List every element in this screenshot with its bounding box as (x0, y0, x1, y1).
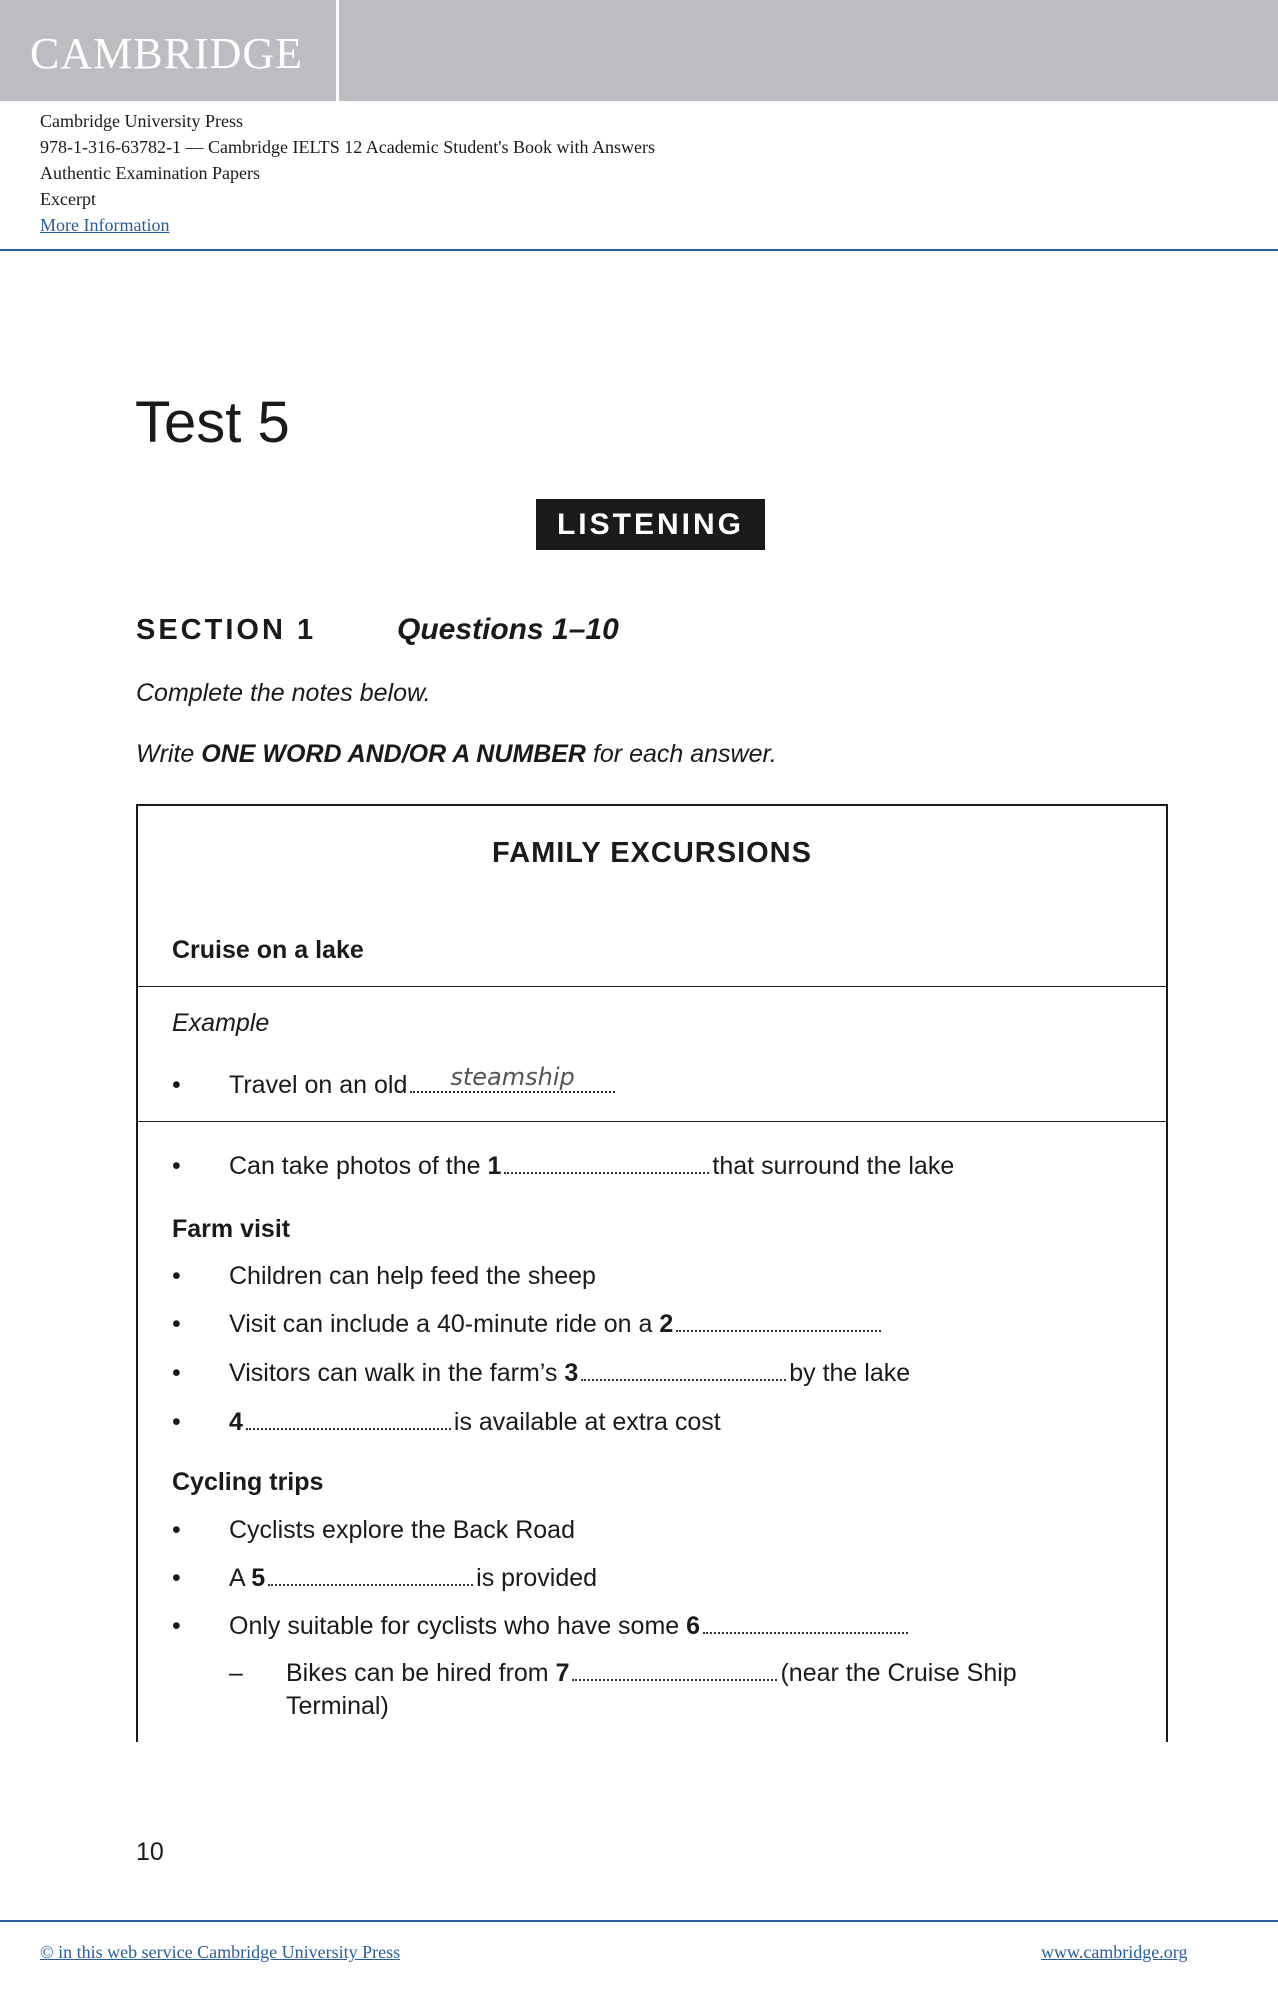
cambridge-site-link[interactable]: www.cambridge.org (1041, 1942, 1188, 1962)
answer-blank-2[interactable] (676, 1316, 881, 1332)
banner-divider (336, 0, 339, 101)
cambridge-logo: CAMBRIDGE (30, 29, 304, 78)
footer-right (1041, 1942, 1187, 1963)
footer-rule (0, 1920, 1278, 1922)
question-5: • A 5 is provided (172, 1564, 598, 1592)
answer-blank-6[interactable] (703, 1618, 908, 1634)
answer-blank-4[interactable] (246, 1414, 451, 1430)
header-rule (0, 249, 1278, 251)
answer-blank-5[interactable] (268, 1570, 473, 1586)
header-banner (0, 0, 1278, 101)
cycling-item-1: • Cyclists explore the Back Road (172, 1516, 575, 1544)
notes-box (136, 804, 1168, 1742)
example-answer: steamship (450, 1063, 575, 1091)
meta-isbn-title: 978-1-316-63782-1 — Cambridge IELTS 12 Academic Student's Book with Answers (40, 137, 656, 157)
copyright-link[interactable]: © in this web service Cambridge University Press (40, 1942, 401, 1962)
meta-publisher: Cambridge University Press (40, 111, 243, 131)
divider-line (138, 986, 1166, 987)
instruction-write: Write ONE WORD AND/OR A NUMBER for each answer. (136, 740, 777, 768)
meta-excerpt: Excerpt (40, 189, 96, 209)
section-label: SECTION 1 (136, 614, 317, 646)
section-badge: LISTENING (536, 499, 765, 550)
example-item: • Travel on an old steamship (172, 1071, 618, 1100)
heading-cycling: Cycling trips (172, 1468, 324, 1496)
answer-blank-7[interactable] (572, 1665, 777, 1681)
meta-subtitle: Authentic Examination Papers (40, 163, 260, 183)
question-3: • Visitors can walk in the farm’s 3 by the lake (172, 1359, 911, 1387)
question-4: • 4 is available at extra cost (172, 1408, 721, 1436)
question-1: • Can take photos of the 1 that surround the lake (172, 1152, 955, 1180)
notes-title: FAMILY EXCURSIONS (492, 837, 812, 869)
more-information-link[interactable]: More Information (40, 215, 170, 235)
example-answer-blank (410, 1063, 615, 1093)
question-6: • Only suitable for cyclists who have some 6 (172, 1612, 911, 1641)
question-2: • Visit can include a 40-minute ride on a 2 (172, 1310, 884, 1339)
question-7-continuation: Terminal) (286, 1692, 389, 1720)
page-number: 10 (136, 1838, 164, 1866)
answer-blank-1[interactable] (504, 1158, 709, 1174)
heading-cruise: Cruise on a lake (172, 936, 364, 964)
heading-farm: Farm visit (172, 1215, 291, 1243)
farm-item-1: • Children can help feed the sheep (172, 1262, 596, 1290)
footer-left (40, 1942, 400, 1963)
publication-meta (40, 108, 655, 238)
page-title: Test 5 (135, 390, 290, 455)
example-label: Example (172, 1009, 270, 1037)
questions-label: Questions 1–10 (397, 613, 619, 646)
instruction-complete: Complete the notes below. (136, 679, 431, 707)
question-7: – Bikes can be hired from 7 (near the Cruise Ship (229, 1659, 1017, 1687)
answer-blank-3[interactable] (581, 1365, 786, 1381)
divider-line (138, 1121, 1166, 1122)
